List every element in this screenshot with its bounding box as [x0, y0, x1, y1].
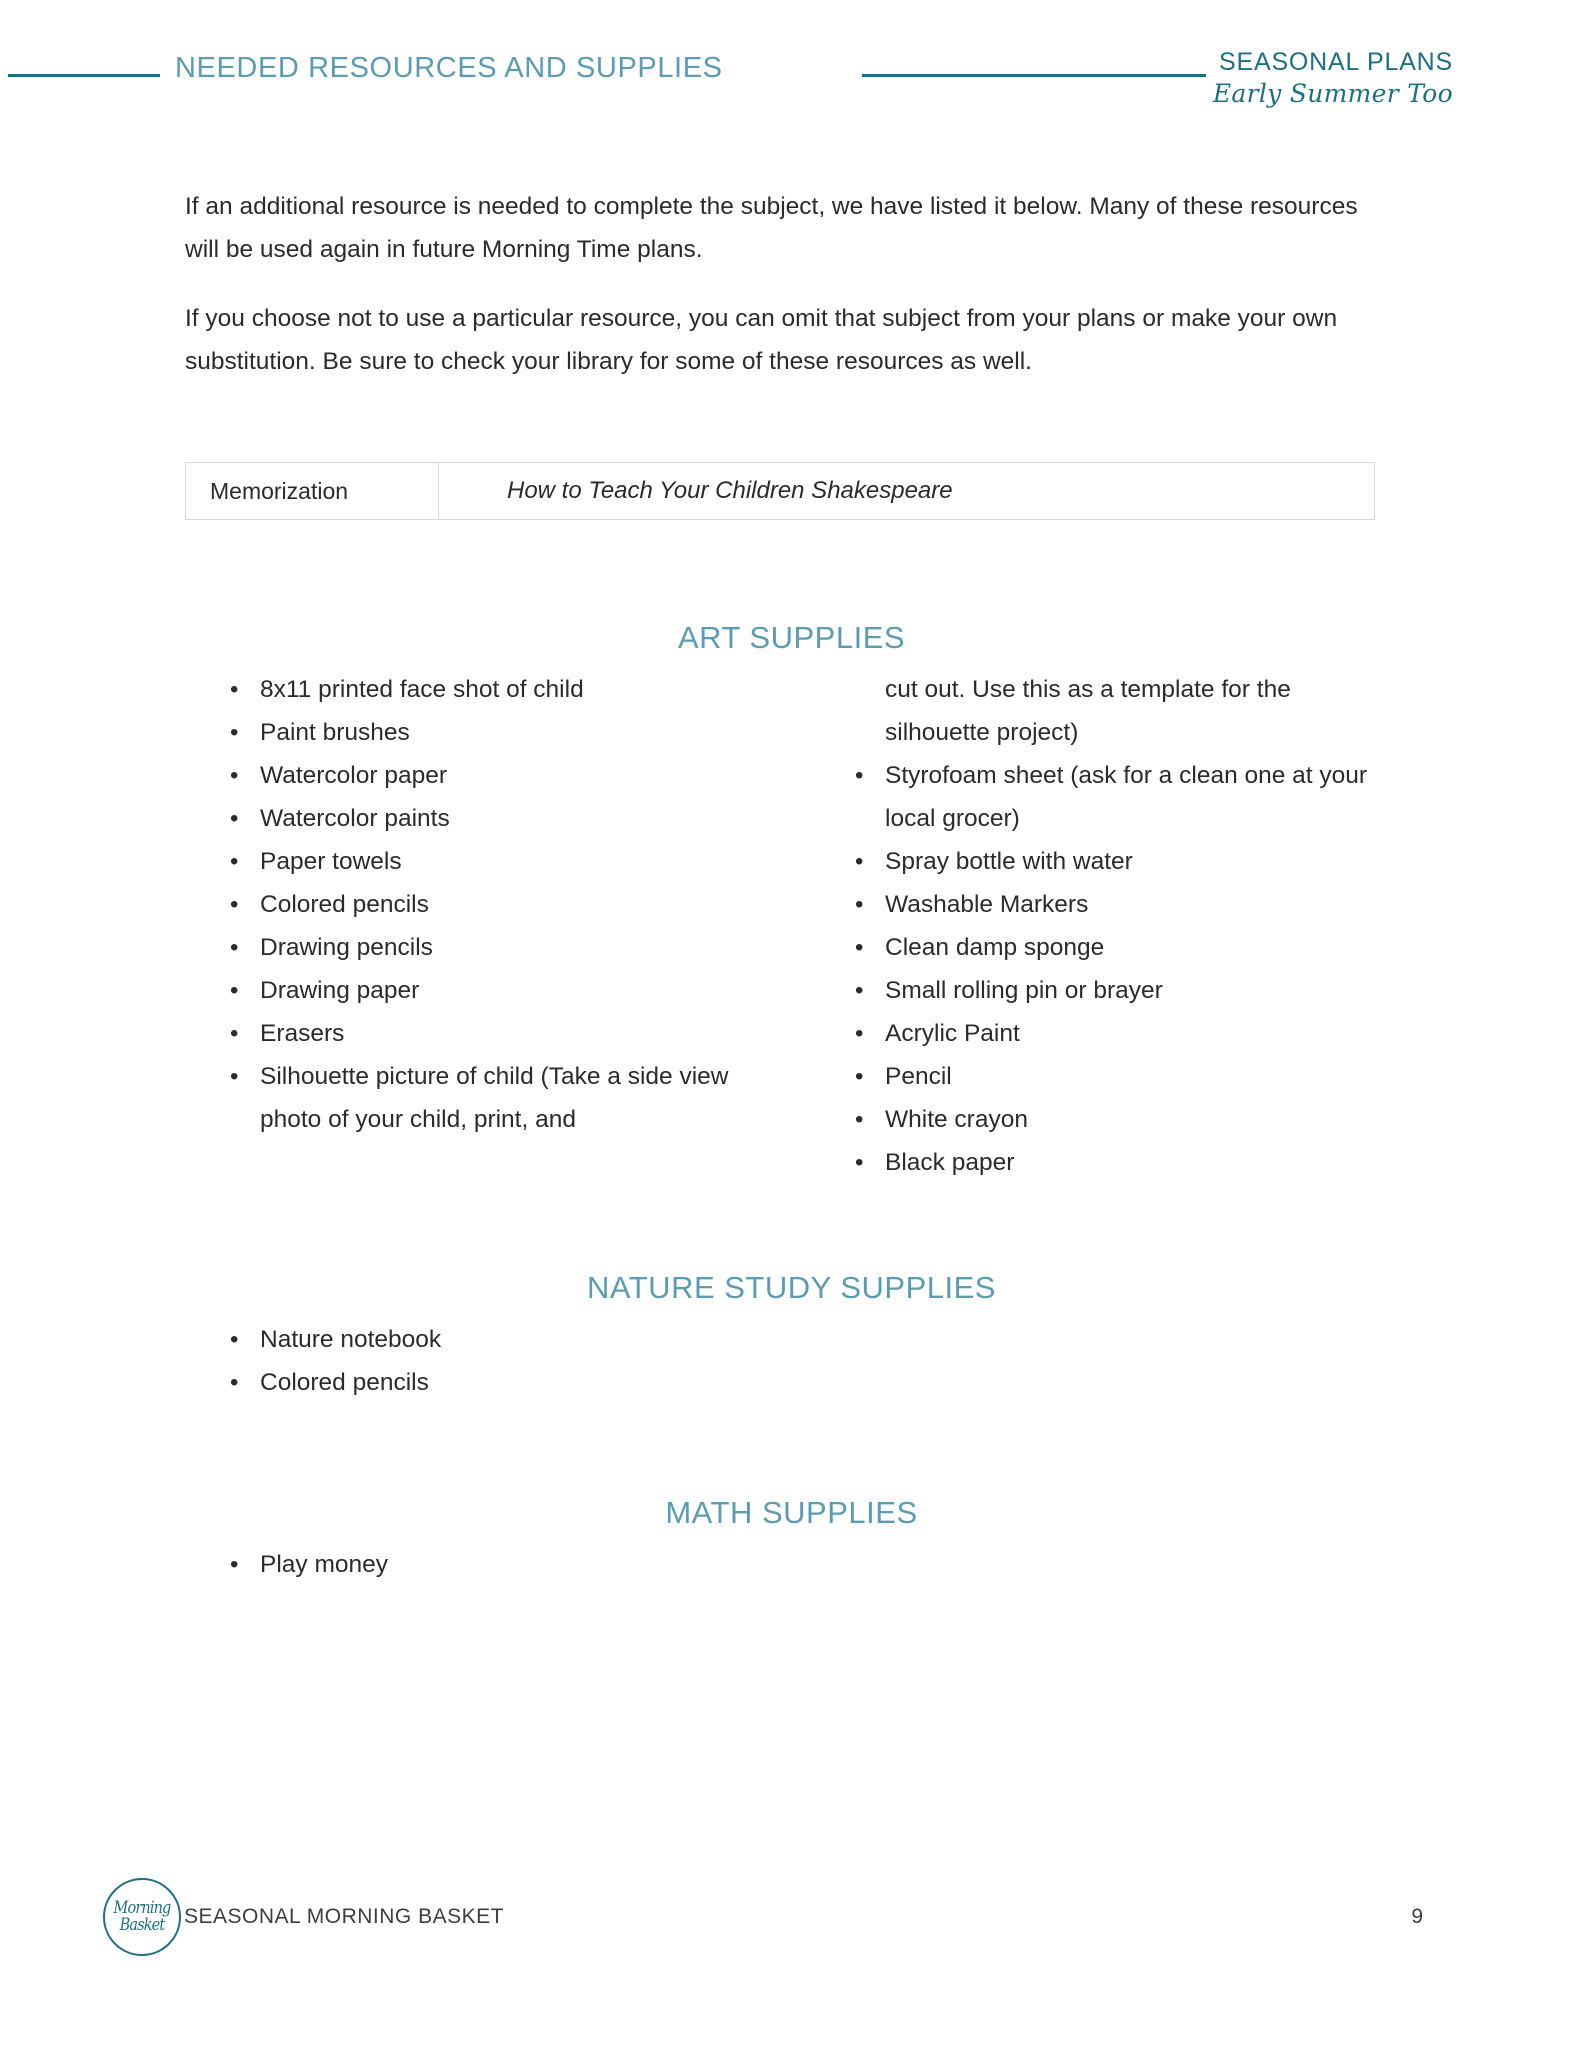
list-item: • Styrofoam sheet (ask for a clean one at your local grocer): [840, 754, 1380, 840]
list-item: • 8x11 printed face shot of child: [215, 668, 755, 711]
list-item: • Erasers: [215, 1012, 755, 1055]
section-heading-math-supplies: MATH SUPPLIES: [665, 1495, 918, 1530]
header-brand: [1213, 48, 1453, 108]
resource-table: [185, 462, 1375, 520]
list-item: • Silhouette picture of child (Take a side view photo of your child, print, and: [215, 1055, 755, 1141]
list-item: • Watercolor paints: [215, 797, 755, 840]
list-item: • Nature notebook: [215, 1318, 815, 1361]
art-supplies-list-left: [215, 668, 755, 1141]
list-item: • Drawing paper: [215, 969, 755, 1012]
list-item: • Drawing pencils: [215, 926, 755, 969]
table-cell-subject: Memorization: [186, 463, 439, 519]
page-number: 9: [1411, 1905, 1423, 1928]
intro-paragraph-1: If an additional resource is needed to complete the subject, we have listed it below. Many of these resources will be used again in future Morning Time plans.: [185, 193, 1358, 263]
morning-basket-logo-icon: [103, 1878, 181, 1956]
footer-label: SEASONAL MORNING BASKET: [184, 1905, 504, 1928]
header-rule-middle: [862, 74, 1206, 77]
table-cell-resource: How to Teach Your Children Shakespeare: [507, 477, 953, 504]
list-item: • Paint brushes: [215, 711, 755, 754]
intro-paragraph-2: If you choose not to use a particular resource, you can omit that subject from your plans or make your own substitution. Be sure to check your library for some of these resources as well.: [185, 305, 1338, 375]
list-item: • Small rolling pin or brayer: [840, 969, 1380, 1012]
math-supplies-list: [215, 1543, 815, 1586]
list-item: • White crayon: [840, 1098, 1380, 1141]
list-item: • Black paper: [840, 1141, 1380, 1184]
brand-line-seasonal-plans: SEASONAL PLANS: [1219, 48, 1453, 76]
list-item: • Paper towels: [215, 840, 755, 883]
page-header: [0, 48, 1583, 122]
list-item: • Acrylic Paint: [840, 1012, 1380, 1055]
list-item: • Colored pencils: [215, 1361, 815, 1404]
brand-line-early-summer-too: Early Summer Too: [1212, 79, 1453, 108]
header-rule-left: [8, 74, 160, 77]
art-supplies-column-right: [840, 668, 1380, 1184]
list-item: • Washable Markers: [840, 883, 1380, 926]
list-item: • Play money: [215, 1543, 815, 1586]
art-supplies-list-right: [840, 754, 1380, 1184]
page-title: NEEDED RESOURCES AND SUPPLIES: [175, 52, 723, 84]
section-heading-art-supplies: ART SUPPLIES: [677, 620, 906, 655]
nature-study-supplies-list: [215, 1318, 815, 1404]
list-item: • Spray bottle with water: [840, 840, 1380, 883]
list-item: • Clean damp sponge: [840, 926, 1380, 969]
list-item: • Watercolor paper: [215, 754, 755, 797]
list-item-continuation: cut out. Use this as a template for the silhouette project): [885, 676, 1291, 746]
section-heading-nature-study-supplies: NATURE STUDY SUPPLIES: [586, 1270, 996, 1305]
list-item: • Pencil: [840, 1055, 1380, 1098]
list-item: • Colored pencils: [215, 883, 755, 926]
logo-text: Morning Basket: [113, 1898, 171, 1935]
